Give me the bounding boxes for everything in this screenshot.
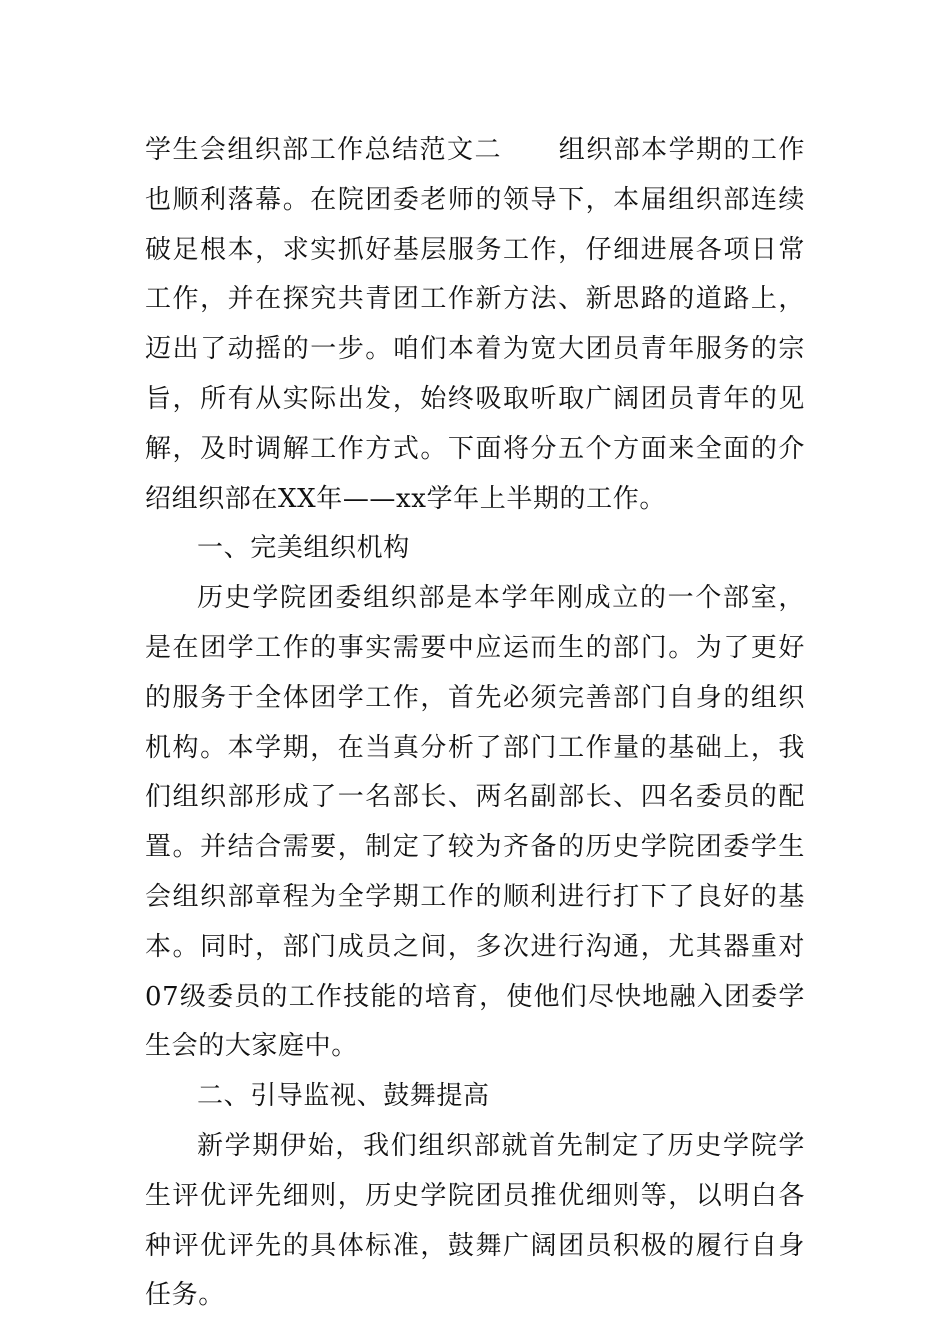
intro-text: 组织部本学期的工作也顺利落幕。在院团委老师的领导下，本届组织部连续破足根本，求实抓好基层服务工作，仔细进展各项日常工作，并在探究共青团工作新方法、新思路的道路上，迈出了动摇的一步。咱们本着为宽大团员青年服务的宗旨，所有从实际出发，始终吸取听取广阔团员青年的见解，及时调解工作方式。下面将分五个方面来全面的介绍组织部在XX年——xx学年上半期的工作。 [145, 135, 805, 514]
document-page [145, 126, 805, 1321]
intro-paragraph [145, 126, 805, 524]
section-2-heading: 二、引导监视、鼓舞提高 [197, 1081, 490, 1112]
section-2-body: 新学期伊始，我们组织部就首先制定了历史学院学生评优评先细则，历史学院团员推优细则等，以明白各种评优评先的具体标准，鼓舞广阔团员积极的履行自身任务。 [145, 1130, 805, 1311]
document-title: 学生会组织部工作总结范文二 [145, 135, 502, 165]
section-1-heading: 一、完美组织机构 [197, 533, 410, 564]
section-1-body: 历史学院团委组织部是本学年刚成立的一个部室，是在团学工作的事实需要中应运而生的部门。为了更好的服务于全体团学工作，首先必须完善部门自身的组织机构。本学期，在当真分析了部门工作量的基础上，我们组织部形成了一名部长、两名副部长、四名委员的配置。并结合需要，制定了较为齐备的历史学院团委学生会组织部章程为全学期工作的顺利进行打下了良好的基本。同时，部门成员之间，多次进行沟通，尤其器重对07级委员的工作技能的培育，使他们尽快地融入团委学生会的大家庭中。 [145, 583, 805, 1062]
